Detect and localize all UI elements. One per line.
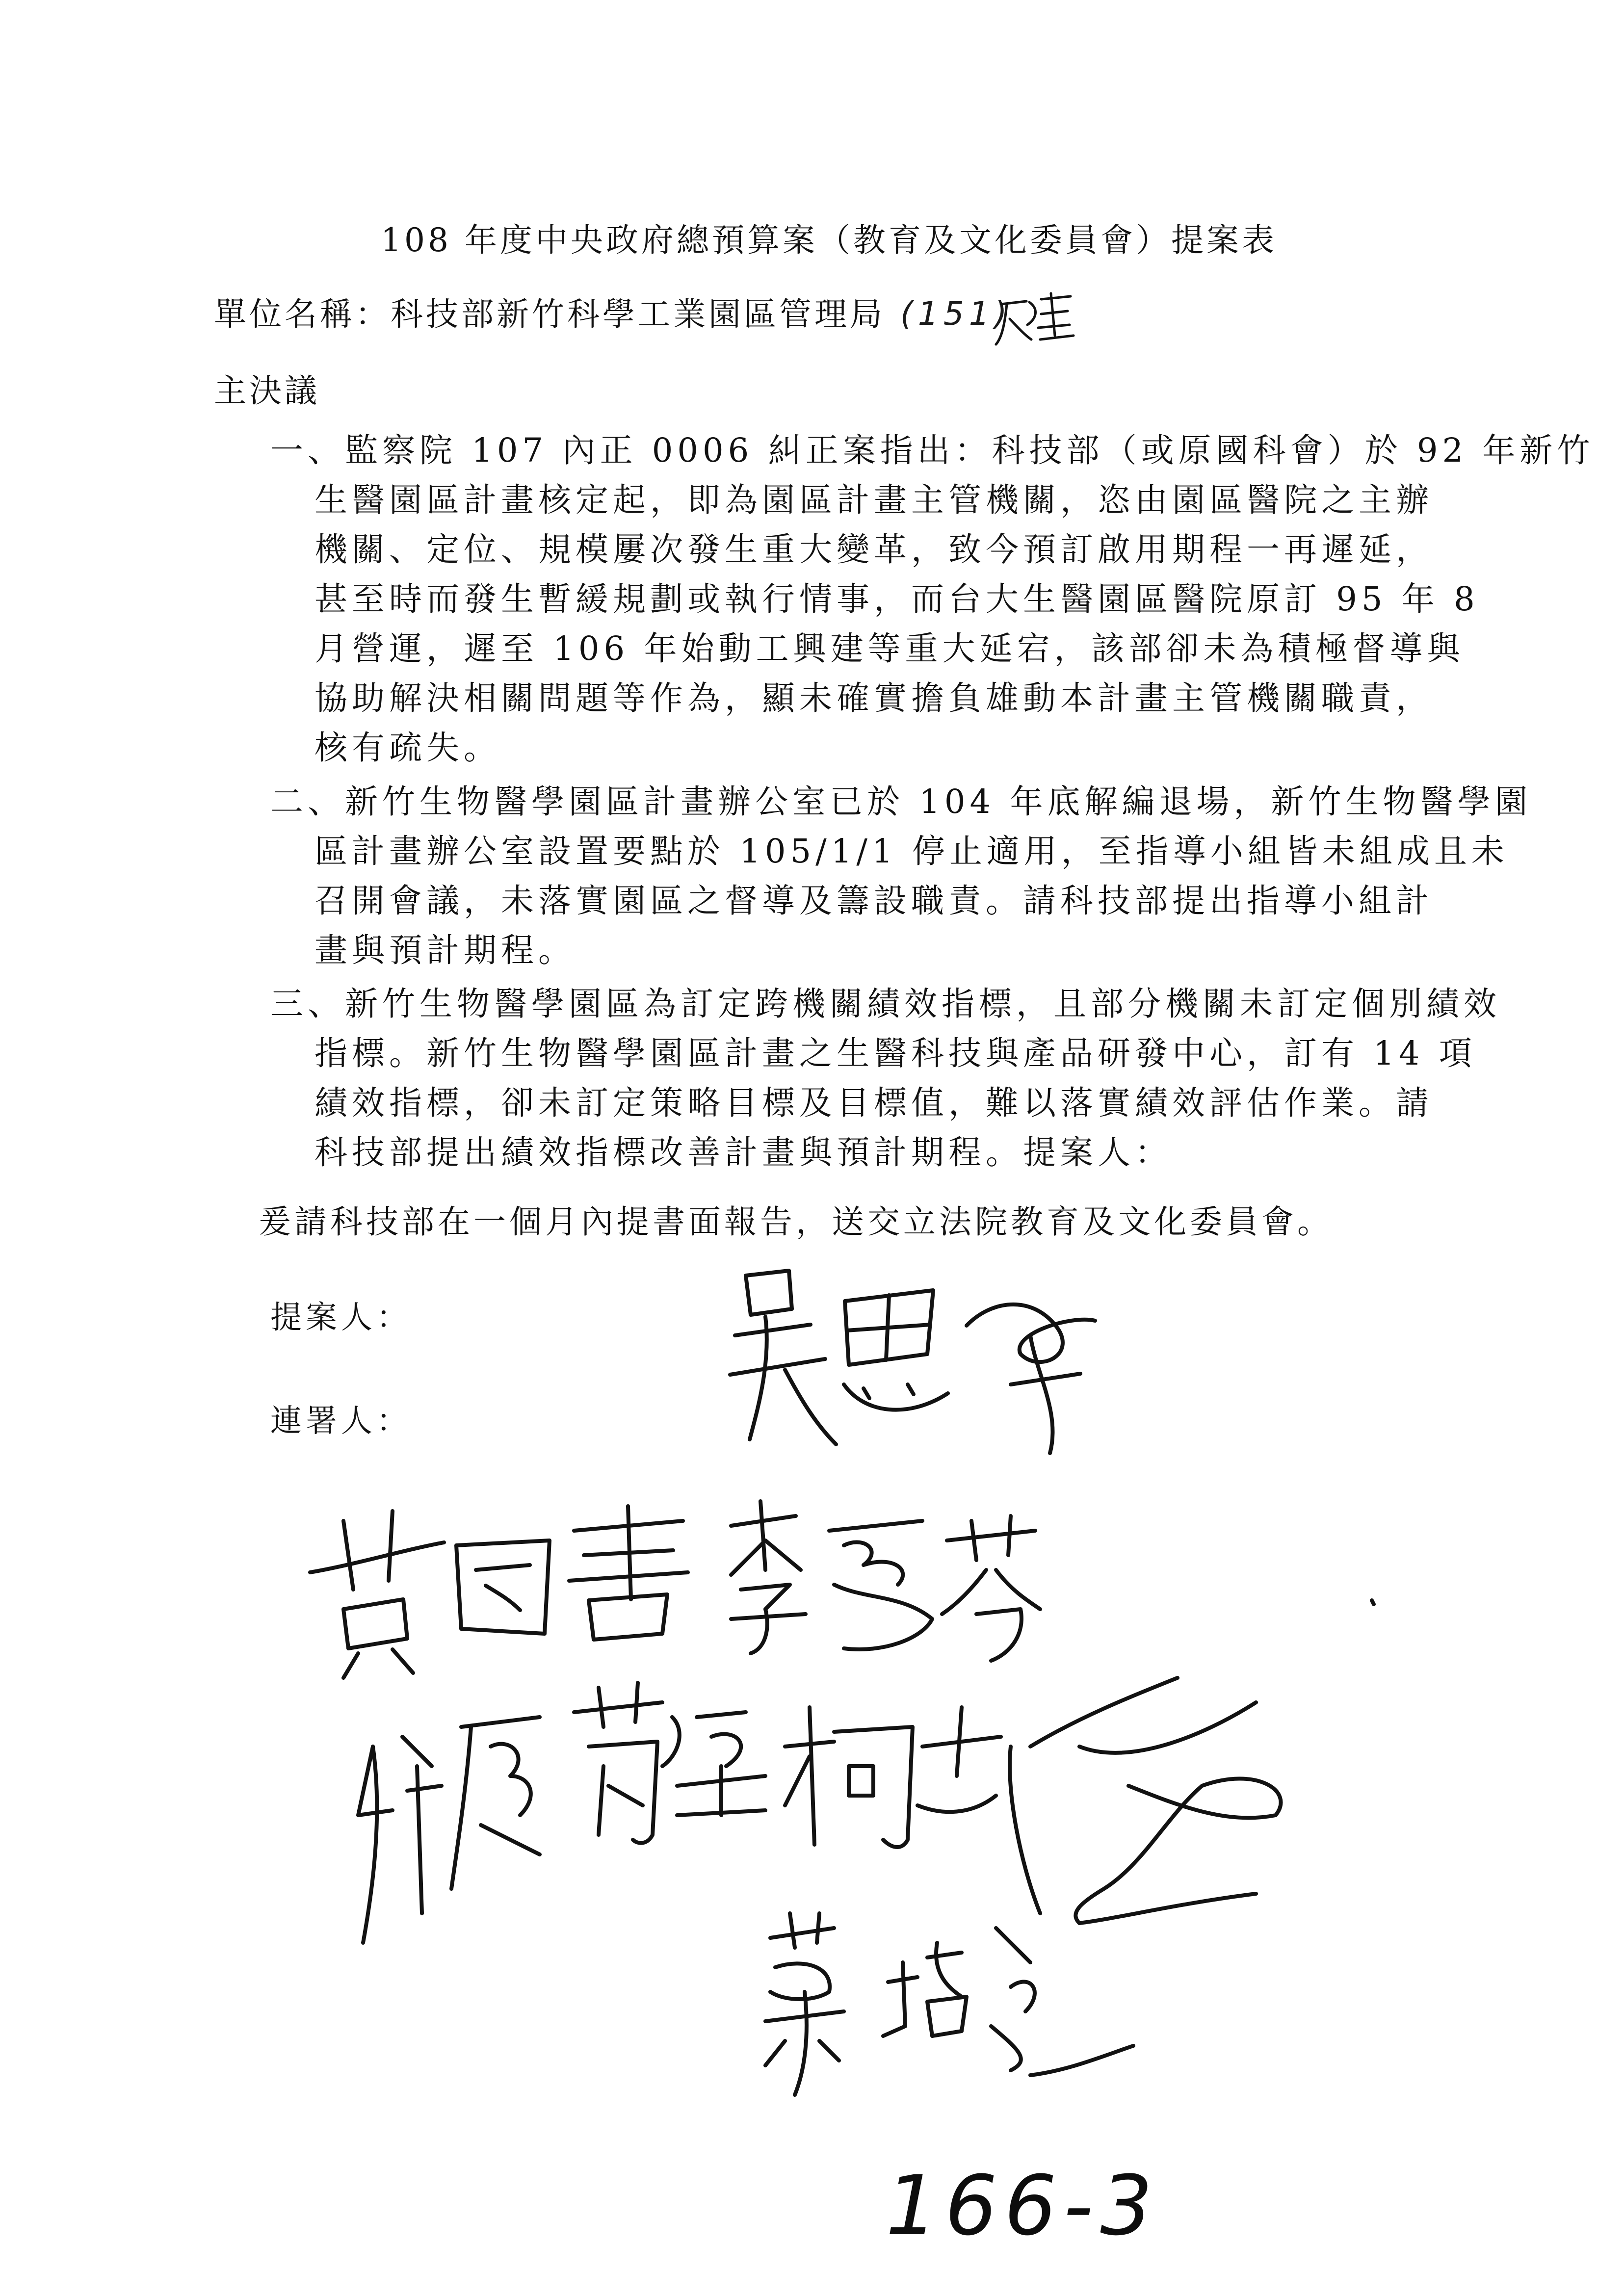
resolution-item-3 — [270, 979, 1501, 1177]
resolution-line: 機關、定位、規模屢次發生重大變革，致今預訂啟用期程一再遲延， — [314, 530, 1433, 569]
signature-cosigner-3 — [358, 1678, 1281, 1943]
section-heading: 主決議 — [214, 372, 320, 410]
report-request: 爰請科技部在一個月內提書面報告，送交立法院教育及文化委員會。 — [259, 1203, 1333, 1241]
resolution-line: 召開會議，未落實園區之督導及籌設職責。請科技部提出指導小組計 — [314, 882, 1433, 920]
resolution-line: 畫與預計期程。 — [314, 931, 576, 969]
signature-cosigner-4 — [765, 1913, 1133, 2095]
unit-label: 單位名稱： — [214, 295, 391, 333]
resolution-line: 二、新竹生物醫學園區計畫辦公室已於 104 年底解編退場，新竹生物醫學園 — [270, 783, 1532, 821]
proposer-label: 提案人： — [270, 1300, 412, 1336]
resolution-line: 協助解決相關問題等作為，顯未確實擔負雄動本計畫主管機關職責， — [314, 679, 1433, 717]
signature-cosigner-2 — [731, 1501, 1374, 1661]
cosigner-label: 連署人： — [270, 1403, 412, 1439]
handwritten-unit-code: (151) — [900, 295, 1012, 333]
resolution-item-2 — [270, 777, 1532, 975]
resolution-line: 核有疏失。 — [314, 729, 501, 767]
signature-cosigner-1 — [310, 1506, 688, 1678]
resolution-line: 指標。新竹生物醫學園區計畫之生醫科技與產品研發中心，訂有 14 項 — [314, 1034, 1476, 1072]
document-title: 108 年度中央政府總預算案（教育及文化委員會）提案表 — [381, 221, 1277, 259]
unit-name: 科技部新竹科學工業園區管理局 — [391, 295, 885, 333]
unit-name-line — [214, 295, 885, 333]
resolution-line: 生醫園區計畫核定起，即為園區計畫主管機關，恣由園區醫院之主辦 — [314, 481, 1433, 519]
resolution-item-1 — [270, 426, 1594, 773]
resolution-line: 績效指標，卻未訂定策略目標及目標值，難以落實績效評估作業。請 — [314, 1084, 1433, 1122]
handwritten-page-number: 166-3 — [886, 2158, 1160, 2254]
resolution-line: 月營運，遲至 106 年始動工興建等重大延宕，該部卻未為積極督導與 — [314, 629, 1465, 668]
resolution-line: 甚至時而發生暫緩規劃或執行情事，而台大生醫園區醫院原訂 95 年 8 — [314, 580, 1479, 618]
resolution-line: 一、監察院 107 內正 0006 糾正案指出：科技部（或原國科會）於 92 年新竹 — [270, 431, 1595, 470]
resolution-line: 區計畫辦公室設置要點於 105/1/1 停止適用，至指導小組皆未組成且未 — [314, 832, 1509, 870]
resolution-line: 科技部提出績效指標改善計畫與預計期程。提案人： — [314, 1133, 1172, 1172]
signature-proposer — [730, 1271, 1095, 1453]
resolution-line: 三、新竹生物醫學園區為訂定跨機關績效指標，且部分機關未訂定個別績效 — [270, 985, 1501, 1023]
